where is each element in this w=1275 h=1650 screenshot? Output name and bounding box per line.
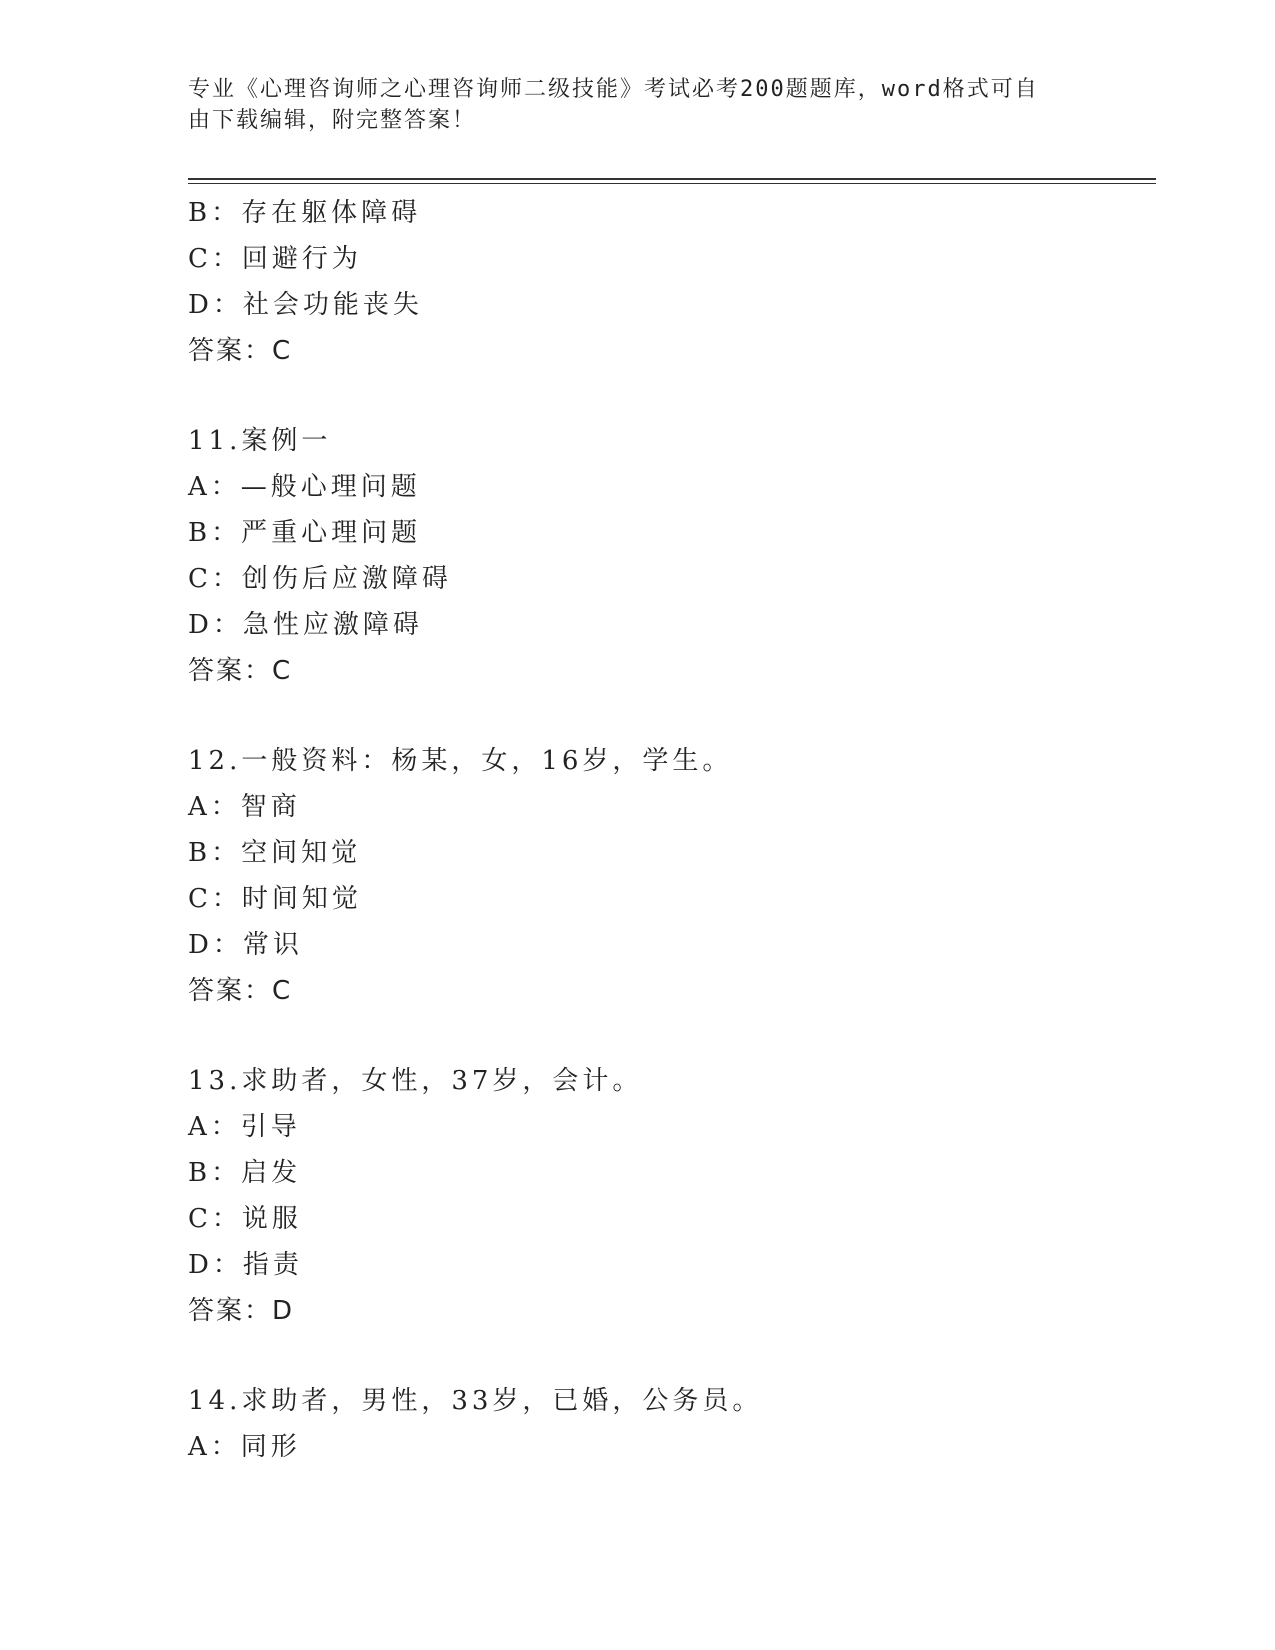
header-divider-thin — [188, 183, 1156, 184]
question-block-11 — [188, 418, 1148, 694]
block-spacer — [188, 1334, 1148, 1378]
answer-line: 答案：C — [188, 976, 293, 1006]
question-stem: 14.求助者，男性，33岁，已婚，公务员。 — [188, 1386, 763, 1416]
answer-line: 答案：C — [188, 656, 293, 686]
answer-line: 答案：C — [188, 336, 293, 366]
question-block-12 — [188, 738, 1148, 1014]
option-a: A：同形 — [188, 1432, 301, 1462]
option-d: D：急性应激障碍 — [188, 610, 423, 640]
option-c: C：说服 — [188, 1204, 302, 1234]
option-c: C：时间知觉 — [188, 884, 362, 914]
block-spacer — [188, 1014, 1148, 1058]
option-b: B：空间知觉 — [188, 838, 362, 868]
document-header — [188, 74, 1068, 136]
header-line-2: 由下载编辑，附完整答案！ — [188, 108, 477, 133]
option-d: D：社会功能丧失 — [188, 290, 423, 320]
option-d: D：指责 — [188, 1250, 303, 1280]
option-b: B：存在躯体障碍 — [188, 198, 422, 228]
question-list — [188, 190, 1148, 1470]
question-block-10 — [188, 190, 1148, 374]
option-c: C：回避行为 — [188, 244, 362, 274]
block-spacer — [188, 694, 1148, 738]
question-block-14 — [188, 1378, 1148, 1470]
option-c: C：创伤后应激障碍 — [188, 564, 452, 594]
answer-line: 答案：D — [188, 1296, 295, 1326]
option-a: A：—般心理问题 — [188, 472, 421, 502]
question-stem: 12.一般资料：杨某，女，16岁，学生。 — [188, 746, 733, 776]
option-a: A：智商 — [188, 792, 301, 822]
question-stem: 11.案例一 — [188, 426, 332, 456]
header-divider-thick — [188, 178, 1156, 180]
option-b: B：启发 — [188, 1158, 302, 1188]
question-block-13 — [188, 1058, 1148, 1334]
block-spacer — [188, 374, 1148, 418]
header-line-1: 专业《心理咨询师之心理咨询师二级技能》考试必考200题题库，word格式可自 — [188, 77, 1039, 102]
option-a: A：引导 — [188, 1112, 301, 1142]
question-stem: 13.求助者，女性，37岁，会计。 — [188, 1066, 643, 1096]
option-b: B：严重心理问题 — [188, 518, 422, 548]
option-d: D：常识 — [188, 930, 303, 960]
